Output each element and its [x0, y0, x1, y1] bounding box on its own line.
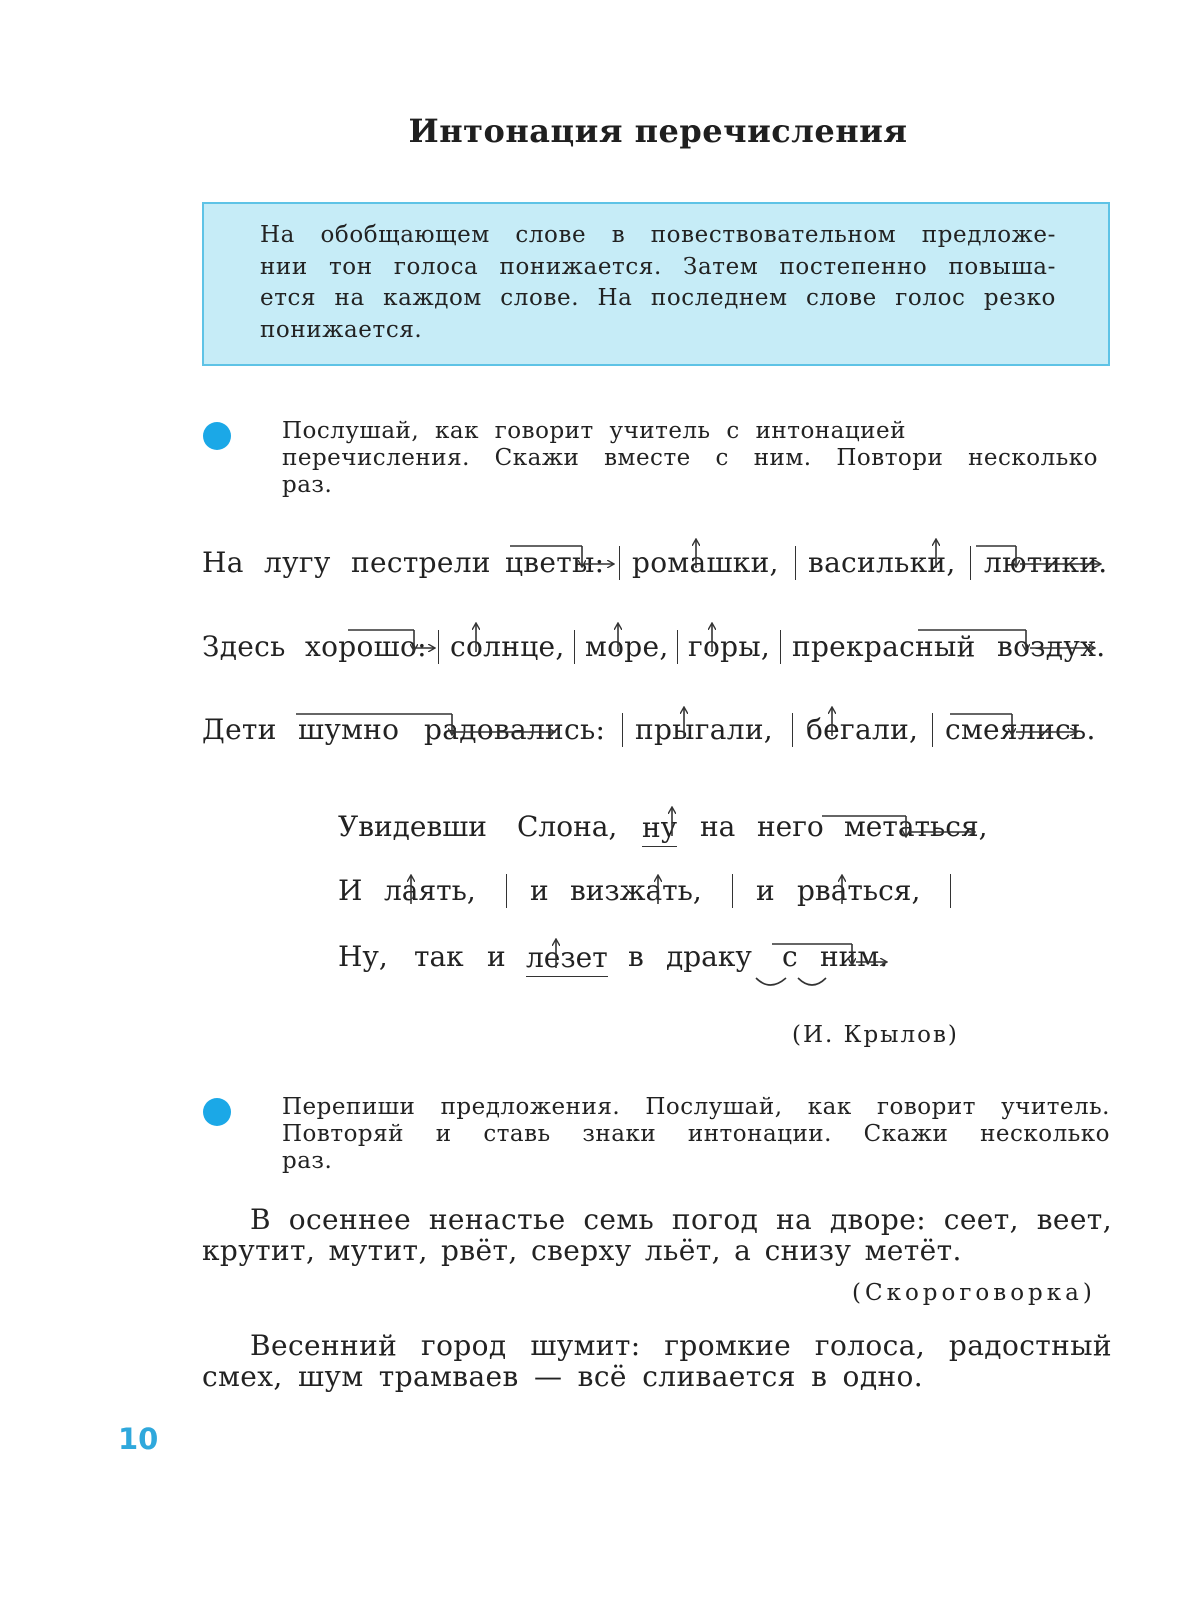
task-line: Послушай, как говорит учитель с интонацией	[282, 418, 906, 444]
task-bullet-icon	[203, 422, 231, 450]
word: море,	[585, 630, 669, 663]
word: Здесь	[202, 630, 286, 663]
word: рваться,	[797, 874, 921, 907]
pause-bar	[795, 546, 796, 580]
word: и	[487, 940, 506, 973]
poem-line-2	[0, 874, 1200, 914]
word: Увидевши	[338, 810, 487, 843]
word: воздух.	[997, 630, 1106, 663]
pause-bar	[506, 874, 507, 908]
word: хорошо:	[305, 630, 427, 663]
page-number: 10	[118, 1422, 159, 1456]
pause-bar	[438, 630, 439, 664]
word: ним.	[820, 940, 889, 973]
rule-text	[260, 220, 1056, 346]
word: И	[338, 874, 363, 907]
pause-bar	[932, 713, 933, 747]
task-line: раз.	[282, 472, 333, 498]
word-underlined: ну	[642, 810, 677, 847]
word: шумно	[298, 713, 400, 746]
word: в	[628, 940, 644, 973]
task-line: раз.	[282, 1148, 333, 1174]
task-2-text	[282, 1094, 1110, 1175]
paragraph-1-source: (Скороговорка)	[852, 1280, 1096, 1306]
pause-bar	[970, 546, 971, 580]
word: лютики.	[984, 546, 1108, 579]
word: с	[782, 940, 798, 973]
paragraph-1	[202, 1204, 1112, 1266]
pause-bar	[732, 874, 733, 908]
word: прекрасный	[792, 630, 976, 663]
task-bullet-icon	[203, 1098, 231, 1126]
word: На	[202, 546, 244, 579]
word: радовались:	[424, 713, 606, 746]
word: и	[756, 874, 775, 907]
word: пестрели	[351, 546, 491, 579]
word: и	[530, 874, 549, 907]
pause-bar	[574, 630, 575, 664]
rule-box	[202, 202, 1110, 366]
word: Дети	[202, 713, 277, 746]
word: лугу	[264, 546, 331, 579]
rule-line: На обобщающем слове в повествовательном предложе-	[260, 222, 1056, 248]
rule-line: нии тон голоса понижается. Затем постепенно повыша-	[260, 253, 1056, 280]
word: ромашки,	[632, 546, 779, 579]
task-line: Повторяй и ставь знаки интонации. Скажи несколько	[282, 1121, 1110, 1147]
poem-author: (И. Крылов)	[792, 1022, 959, 1048]
poem-line-3	[0, 940, 1200, 980]
paragraph-line: В осеннее ненастье семь погод на дворе: сеет, веет,	[250, 1203, 1112, 1236]
word: метаться,	[844, 810, 988, 843]
word: горы,	[688, 630, 771, 663]
word: смеялись.	[945, 713, 1096, 746]
word: прыгали,	[635, 713, 773, 746]
task-line: Перепиши предложения. Послушай, как говорит учитель.	[282, 1094, 1110, 1120]
word: на	[700, 810, 736, 843]
paragraph-2	[202, 1330, 1112, 1392]
word: так	[414, 940, 464, 973]
pause-bar	[622, 713, 623, 747]
paragraph-line: крутит, мутит, рвёт, сверху льёт, а снизу метёт.	[202, 1234, 962, 1267]
word-underlined: лезет	[526, 940, 608, 977]
word: бегали,	[806, 713, 919, 746]
word: визжать,	[570, 874, 702, 907]
pause-bar	[950, 874, 951, 908]
word: Ну,	[338, 940, 388, 973]
word: него	[757, 810, 824, 843]
word: драку	[666, 940, 752, 973]
pause-bar	[677, 630, 678, 664]
task-line: перечисления. Скажи вместе с ним. Повтори несколько	[282, 445, 1098, 471]
word: цветы:	[505, 546, 605, 579]
word: васильки,	[808, 546, 956, 579]
word: солнце,	[450, 630, 565, 663]
word: лаять,	[384, 874, 476, 907]
example-sentence-2	[0, 630, 1200, 670]
example-sentence-1	[0, 546, 1200, 586]
paragraph-line: Весенний город шумит: громкие голоса, радостный	[250, 1329, 1112, 1362]
example-sentence-3	[0, 713, 1200, 753]
page-title: Интонация перечисления	[408, 112, 908, 150]
rule-line: ется на каждом слове. На последнем слове голос резко	[260, 285, 1056, 311]
rule-line: понижается.	[260, 316, 423, 343]
task-1-text	[282, 418, 1098, 499]
word: Слона,	[517, 810, 618, 843]
poem-line-1	[0, 810, 1200, 850]
paragraph-line: смех, шум трамваев — всё сливается в одно.	[202, 1360, 924, 1393]
pause-bar	[619, 546, 620, 580]
pause-bar	[792, 713, 793, 747]
pause-bar	[780, 630, 781, 664]
